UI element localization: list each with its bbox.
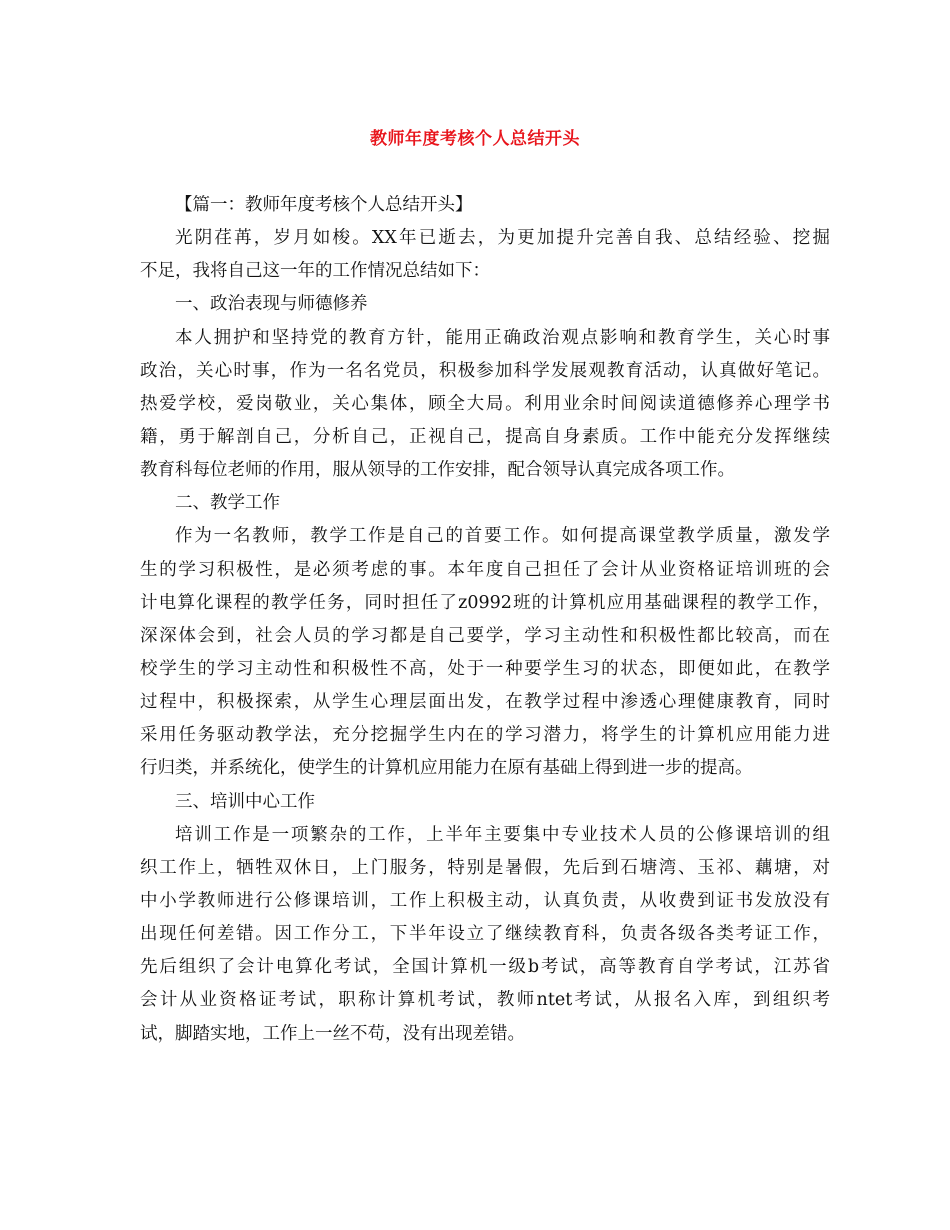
- text-line: 作为一名教师，教学工作是自己的首要工作。如何提高课堂教学质量，激发学: [175, 526, 830, 547]
- text-line: 先后组织了会计电算化考试，全国计算机一级b考试，高等教育自学考试，江苏省: [140, 957, 830, 978]
- text-line: 深深体会到，社会人员的学习都是自己要学，学习主动性和积极性都比较高，而在: [140, 625, 830, 646]
- text-line: 政治，关心时事，作为一名名党员，积极参加科学发展观教育活动，认真做好笔记。: [140, 360, 830, 381]
- text-line: 【篇一：教师年度考核个人总结开头】: [175, 195, 473, 215]
- text-line: 生的学习积极性，是必须考虑的事。本年度自己担任了会计从业资格证培训班的会: [140, 559, 830, 580]
- text-line: 一、政治表现与师德修养: [175, 294, 368, 315]
- text-line: 过程中，积极探索，从学生心理层面出发，在教学过程中渗透心理健康教育，同时: [140, 692, 830, 713]
- text-line: 校学生的学习主动性和积极性不高，处于一种要学生习的状态，即便如此，在教学: [140, 658, 830, 679]
- text-line: 培训工作是一项繁杂的工作，上半年主要集中专业技术人员的公修课培训的组: [175, 824, 830, 845]
- text-line: 计电算化课程的教学任务，同时担任了z0992班的计算机应用基础课程的教学工作，: [140, 592, 830, 613]
- text-line: 采用任务驱动教学法，充分挖掘学生内在的学习潜力，将学生的计算机应用能力进: [140, 725, 830, 746]
- text-line: 不足，我将自己这一年的工作情况总结如下：: [140, 261, 490, 282]
- text-line: 本人拥护和坚持党的教育方针，能用正确政治观点影响和教育学生，关心时事: [175, 327, 830, 348]
- text-line: 出现任何差错。因工作分工，下半年设立了继续教育科，负责各级各类考证工作，: [140, 924, 830, 945]
- text-line: 热爱学校，爱岗敬业，关心集体，顾全大局。利用业余时间阅读道德修养心理学书: [140, 393, 830, 414]
- text-line: 行归类，并系统化，使学生的计算机应用能力在原有基础上得到进一步的提高。: [140, 758, 753, 779]
- text-line: 籍，勇于解剖自己，分析自己，正视自己，提高自身素质。工作中能充分发挥继续: [140, 426, 830, 447]
- text-line: 试，脚踏实地，工作上一丝不苟，没有出现差错。: [140, 1023, 525, 1044]
- text-line: 织工作上，牺牲双休日，上门服务，特别是暑假，先后到石塘湾、玉祁、藕塘，对: [140, 857, 830, 878]
- document-title: 教师年度考核个人总结开头: [370, 129, 580, 149]
- text-line: 光阴荏苒，岁月如梭。XX年已逝去，为更加提升完善自我、总结经验、挖掘: [175, 228, 830, 249]
- text-line: 二、教学工作: [175, 493, 280, 514]
- text-line: 中小学教师进行公修课培训，工作上积极主动，认真负责，从收费到证书发放没有: [140, 890, 830, 911]
- text-line: 教育科每位老师的作用，服从领导的工作安排，配合领导认真完成各项工作。: [140, 460, 735, 481]
- text-line: 会计从业资格证考试，职称计算机考试，教师ntet考试，从报名入库，到组织考: [140, 990, 830, 1011]
- text-line: 三、培训中心工作: [175, 791, 315, 812]
- document-body: [140, 189, 830, 1051]
